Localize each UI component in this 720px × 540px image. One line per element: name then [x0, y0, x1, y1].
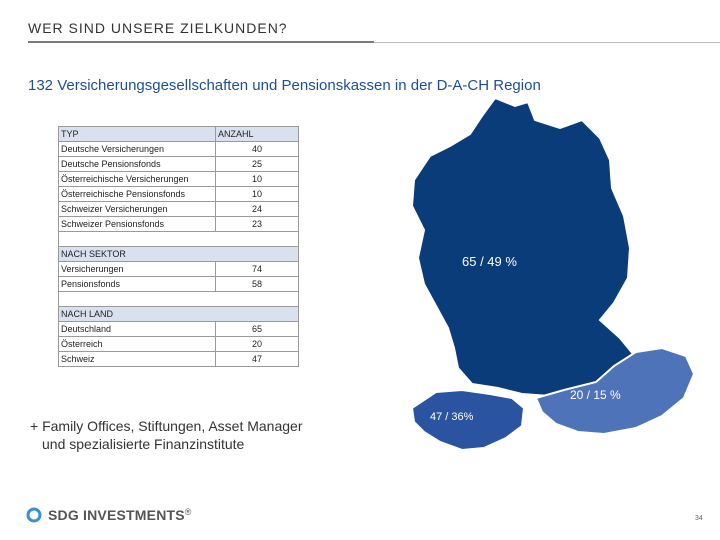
- row-value: 10: [216, 172, 299, 187]
- table-row: [59, 157, 299, 172]
- row-label: Österreichische Pensionsfonds: [59, 187, 216, 202]
- germany-shape: [412, 98, 638, 398]
- table-row: [59, 262, 299, 277]
- table-row: [59, 142, 299, 157]
- row-value: 25: [216, 157, 299, 172]
- note-line-1: + Family Offices, Stiftungen, Asset Manager: [30, 418, 303, 434]
- column-header-anzahl: ANZAHL: [216, 127, 299, 142]
- row-value: 20: [216, 337, 299, 352]
- logo-ring-icon: [26, 507, 42, 523]
- row-label: Pensionsfonds: [59, 277, 216, 292]
- section-heading-land: NACH LAND: [59, 307, 299, 322]
- page-title: WER SIND UNSERE ZIELKUNDEN?: [28, 20, 288, 36]
- additional-clients-note: [30, 417, 302, 453]
- table-row: [59, 172, 299, 187]
- austria-share-label: 20 / 15 %: [570, 388, 621, 402]
- table-row: [59, 202, 299, 217]
- table-row: [59, 352, 299, 367]
- row-label: Österreich: [59, 337, 216, 352]
- table-row: [59, 337, 299, 352]
- table-row: [59, 217, 299, 232]
- row-label: Schweizer Pensionsfonds: [59, 217, 216, 232]
- row-label: Deutsche Versicherungen: [59, 142, 216, 157]
- row-value: 10: [216, 187, 299, 202]
- target-customer-table: [58, 126, 299, 367]
- page-number: 34: [695, 515, 703, 522]
- dach-map: [400, 98, 700, 473]
- header-divider-accent: [28, 41, 374, 43]
- row-value: 47: [216, 352, 299, 367]
- column-header-typ: TYP: [59, 127, 216, 142]
- subtitle: 132 Versicherungsgesellschaften und Pensionskassen in der D-A-CH Region: [28, 77, 541, 94]
- table-row: [59, 187, 299, 202]
- table-spacer-row: [59, 232, 299, 247]
- section-heading-row: [59, 307, 299, 322]
- table-header-row: [59, 127, 299, 142]
- section-heading-sektor: NACH SEKTOR: [59, 247, 299, 262]
- table-row: [59, 277, 299, 292]
- row-label: Schweizer Versicherungen: [59, 202, 216, 217]
- germany-share-label: 65 / 49 %: [462, 254, 517, 269]
- note-line-2: und spezialisierte Finanzinstitute: [42, 436, 245, 452]
- row-label: Österreichische Versicherungen: [59, 172, 216, 187]
- row-value: 74: [216, 262, 299, 277]
- row-label: Schweiz: [59, 352, 216, 367]
- row-value: 24: [216, 202, 299, 217]
- logo-text: SDG INVESTMENTS: [48, 507, 185, 523]
- logo-registered-mark: ®: [184, 507, 192, 517]
- switzerland-share-label: 47 / 36%: [430, 411, 474, 423]
- table-spacer-row: [59, 292, 299, 307]
- row-label: Deutsche Pensionsfonds: [59, 157, 216, 172]
- company-logo: [26, 507, 191, 523]
- row-value: 40: [216, 142, 299, 157]
- row-value: 23: [216, 217, 299, 232]
- row-label: Deutschland: [59, 322, 216, 337]
- row-value: 65: [216, 322, 299, 337]
- table-row: [59, 322, 299, 337]
- section-heading-row: [59, 247, 299, 262]
- row-label: Versicherungen: [59, 262, 216, 277]
- row-value: 58: [216, 277, 299, 292]
